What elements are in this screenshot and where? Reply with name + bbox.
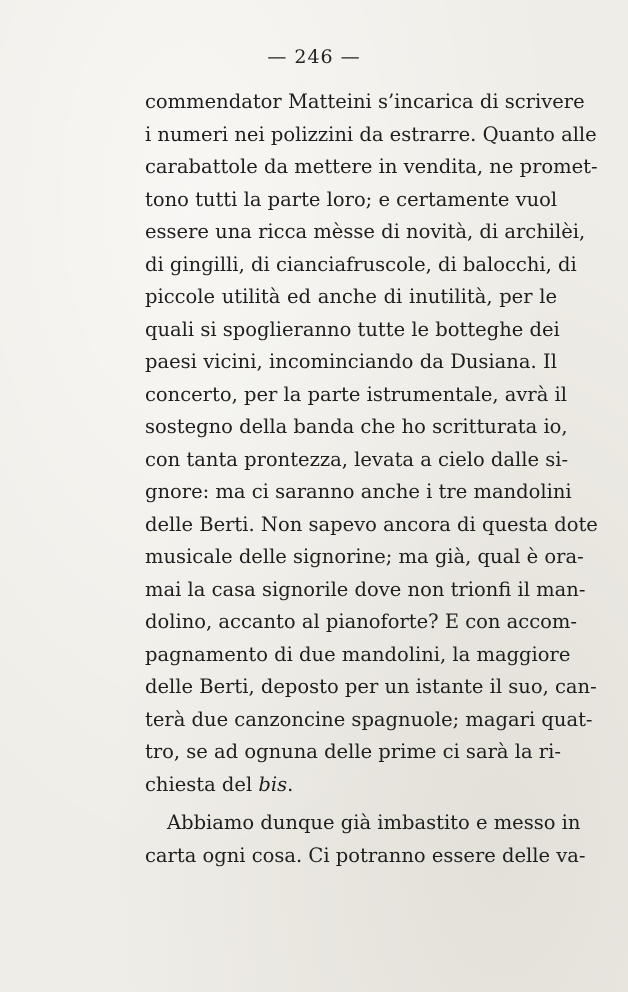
page-number: — 246 — (267, 46, 361, 68)
italic-word: bis (258, 772, 288, 796)
text-fragment: chiesta del (145, 772, 259, 796)
text-line: terà due canzoncine spagnuole; magari quat- (145, 707, 593, 731)
text-line: essere una ricca mèsse di novità, di archilèi, (145, 220, 586, 243)
text-fragment: . (287, 772, 294, 796)
text-line: concerto, per la parte istrumentale, avrà il (145, 382, 568, 406)
text-line: dolino, accanto al pianoforte? E con accom- (145, 610, 577, 633)
text-line: pagnamento di due mandolini, la maggiore (145, 642, 571, 666)
text-line: i numeri nei polizzini da estrarre. Quanto alle (145, 122, 597, 146)
text-line: carta ogni cosa. Ci potranno essere delle va- (145, 843, 586, 867)
text-line: sostegno della banda che ho scritturata io, (145, 415, 568, 438)
text-line: tro, se ad ognuna delle prime ci sarà la ri- (145, 740, 561, 763)
text-line: quali si spoglieranno tutte le botteghe dei (145, 317, 560, 341)
text-line: tono tutti la parte loro; e certamente vuol (145, 187, 558, 211)
text-line: paesi vicini, incominciando da Dusiana. Il (145, 350, 557, 373)
text-line: di gingilli, di cianciafruscole, di balocchi, di (145, 252, 577, 276)
text-line: musicale delle signorine; ma già, qual è ora- (145, 545, 584, 568)
text-line: gnore: ma ci saranno anche i tre mandolini (145, 480, 572, 503)
text-line: con tanta prontezza, levata a cielo dalle si- (145, 447, 569, 471)
text-line-final (145, 769, 557, 802)
text-line: piccole utilità ed anche di inutilità, per le (145, 285, 557, 308)
text-line: carabattole da mettere in vendita, ne promet- (145, 155, 598, 178)
text-line: delle Berti. Non sapevo ancora di questa dote (145, 512, 598, 536)
text-line: mai la casa signorile dove non trionfi il man- (145, 577, 586, 601)
text-line: Abbiamo dunque già imbastito e messo in (167, 811, 581, 834)
text-line: delle Berti, deposto per un istante il suo, can- (145, 675, 597, 698)
body-text (145, 86, 598, 872)
text-line: commendator Matteini s’incarica di scrivere (145, 90, 585, 113)
